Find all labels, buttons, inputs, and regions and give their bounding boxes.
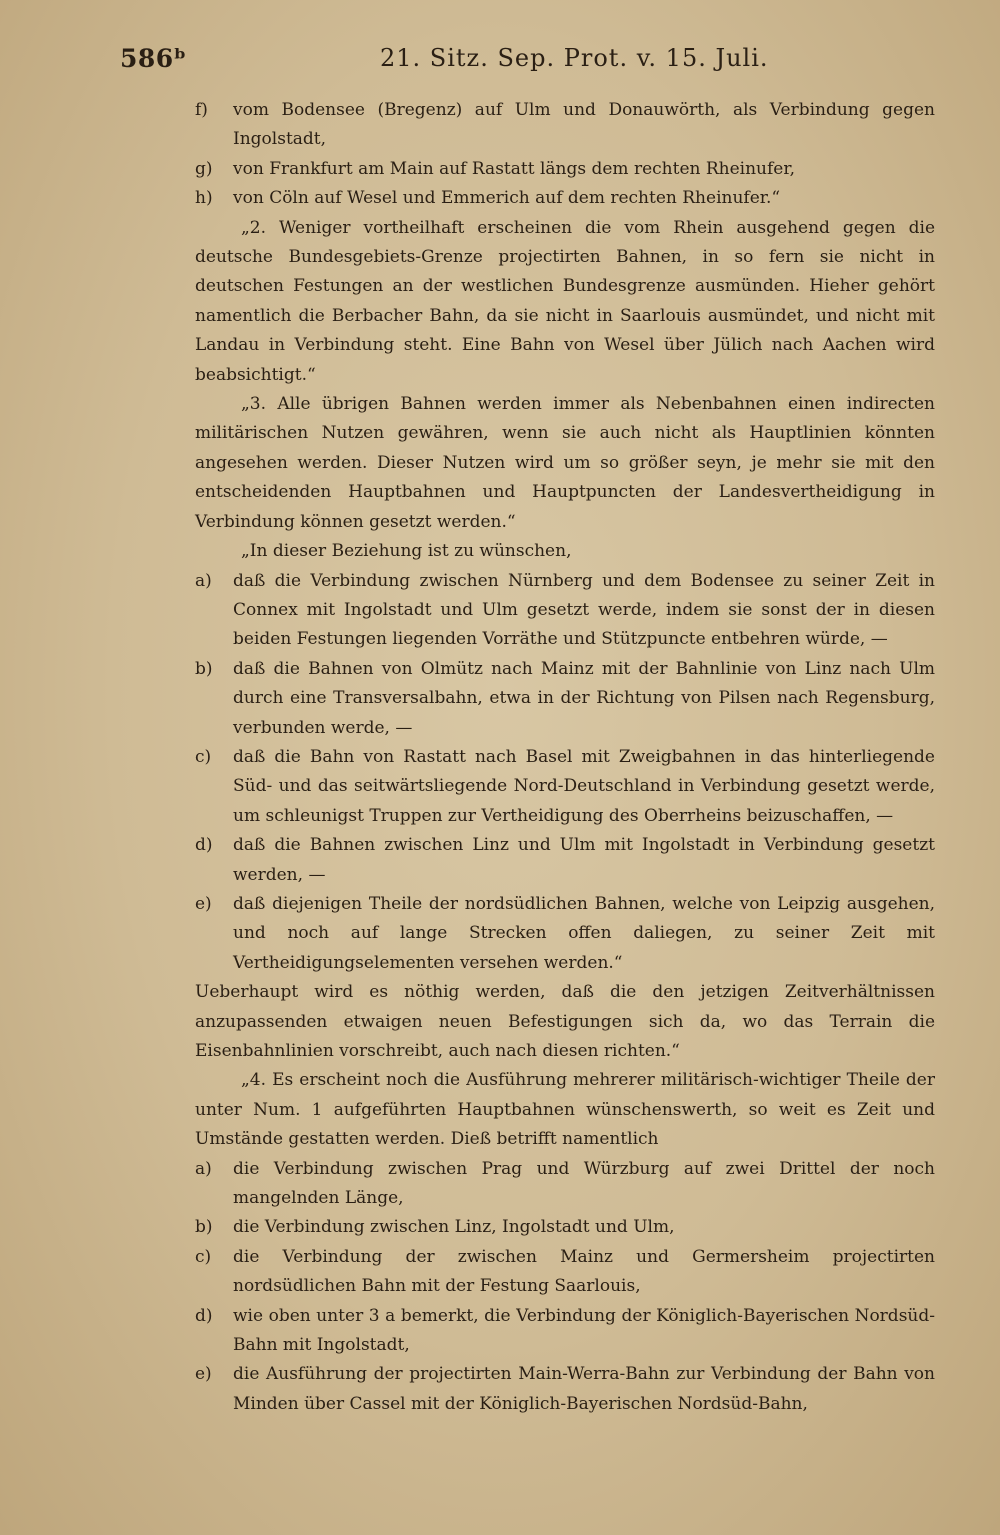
page-number: 586ᵇ (120, 44, 187, 73)
list-item-label: e) (195, 893, 212, 914)
list-item-label: c) (195, 746, 212, 767)
list-item-label: g) (195, 158, 213, 179)
list-item (195, 890, 935, 978)
list-item-text: wie oben unter 3 a bemerkt, die Verbindung der Königlich-Bayerischen Nordsüd-Bahn mit Ingolstadt, (233, 1305, 935, 1356)
list-item-label: b) (195, 1217, 213, 1238)
list-item (195, 1213, 935, 1242)
paragraph: „In dieser Beziehung ist zu wünschen, (241, 541, 572, 562)
list-item-label: d) (195, 1305, 213, 1326)
list-item-label: f) (195, 100, 208, 120)
list-item-label: d) (195, 835, 213, 856)
list-item-label: h) (195, 188, 213, 209)
list-item-text: die Ausführung der projectirten Main-Werra-Bahn zur Verbindung der Bahn von Minden über Cassel mit der Königlich-Bayerischen Nordsüd-Bahn, (233, 1364, 935, 1414)
list-item-label: b) (195, 658, 213, 679)
list-item (195, 831, 935, 890)
list-item-text: daß die Verbindung zwischen Nürnberg und dem Bodensee zu seiner Zeit in Connex mit Ingolstadt und Ulm gesetzt werde, indem sie sonst der in diesen beiden Festungen liegenden Vorräthe und Stützpuncte entbehren würde, — (233, 570, 935, 650)
page-header (0, 44, 1000, 84)
list-item (195, 96, 935, 155)
paragraph: „4. Es erscheint noch die Ausführung mehrerer militärisch-wichtiger Theile der unter Num. 1 aufgeführten Hauptbahnen wünschenswerth, so weit es Zeit und Umstände gestatten werden. Dieß betrifft namentlich (195, 1070, 935, 1150)
list-item-text: von Cöln auf Wesel und Emmerich auf dem rechten Rheinufer.“ (233, 188, 781, 209)
list-item-text: von Frankfurt am Main auf Rastatt längs dem rechten Rheinufer, (233, 158, 796, 179)
list-item-label: c) (195, 1246, 212, 1267)
list-item (195, 567, 935, 655)
paragraph: Ueberhaupt wird es nöthig werden, daß die den jetzigen Zeitverhältnissen anzupassenden etwaigen neuen Befestigungen sich da, wo das Terrain die Eisenbahnlinien vorschreibt, auch nach diesen richten.“ (195, 982, 935, 1061)
list-item-text: die Verbindung zwischen Linz, Ingolstadt und Ulm, (233, 1217, 675, 1238)
list-item-text: daß diejenigen Theile der nordsüdlichen Bahnen, welche von Leipzig ausgehen, und noch auf lange Strecken offen daliegen, zu seiner Zeit mit Vertheidigungselementen versehen werden.“ (233, 893, 935, 973)
list-item-label: a) (195, 570, 212, 591)
list-item-text: die Verbindung zwischen Prag und Würzburg auf zwei Drittel der noch mangelnden Länge, (233, 1158, 935, 1209)
list-item-label: e) (195, 1364, 212, 1385)
list-item (195, 655, 935, 743)
list-item (195, 155, 935, 184)
running-head: 21. Sitz. Sep. Prot. v. 15. Juli. (380, 44, 769, 72)
list-item-text: die Verbindung der zwischen Mainz und Germersheim projectirten nordsüdlichen Bahn mit der Festung Saarlouis, (233, 1246, 935, 1297)
list-item-text: daß die Bahnen zwischen Linz und Ulm mit Ingolstadt in Verbindung gesetzt werden, — (233, 835, 935, 885)
list-item (195, 743, 935, 831)
body-text (195, 96, 935, 1419)
list-item-text: daß die Bahnen von Olmütz nach Mainz mit der Bahnlinie von Linz nach Ulm durch eine Transversalbahn, etwa in der Richtung von Pilsen nach Regensburg, verbunden werde, — (233, 658, 935, 738)
list-item-text: daß die Bahn von Rastatt nach Basel mit Zweigbahnen in das hinterliegende Süd- und das seitwärtsliegende Nord-Deutschland in Verbindung gesetzt werde, um schleunigst Truppen zur Vertheidigung des Oberrheins beizuschaffen, — (233, 746, 935, 826)
list-item-label: a) (195, 1158, 212, 1179)
list-item-text: vom Bodensee (Bregenz) auf Ulm und Donauwörth, als Verbindung gegen Ingolstadt, (233, 100, 935, 150)
list-item (195, 1243, 935, 1302)
list-item (195, 1360, 935, 1419)
paragraph: „3. Alle übrigen Bahnen werden immer als Nebenbahnen einen indirecten militärischen Nutzen gewähren, wenn sie auch nicht als Hauptlinien könnten angesehen werden. Dieser Nutzen wird um so größer seyn, je mehr sie mit den entscheidenden Hauptbahnen und Hauptpuncten der Landesvertheidigung in Verbindung können gesetzt werden.“ (195, 394, 935, 532)
list-item (195, 1302, 935, 1361)
paragraph: „2. Weniger vortheilhaft erscheinen die vom Rhein ausgehend gegen die deutsche Bundesgebiets-Grenze projectirten Bahnen, in so fern sie nicht in deutschen Festungen an der westlichen Bundesgrenze ausmünden. Hieher gehört namentlich die Berbacher Bahn, da sie nicht in Saarlouis ausmündet, und nicht mit Landau in Verbindung steht. Eine Bahn von Wesel über Jülich nach Aachen wird beabsichtigt.“ (195, 217, 935, 385)
list-item (195, 184, 935, 213)
list-item (195, 1155, 935, 1214)
